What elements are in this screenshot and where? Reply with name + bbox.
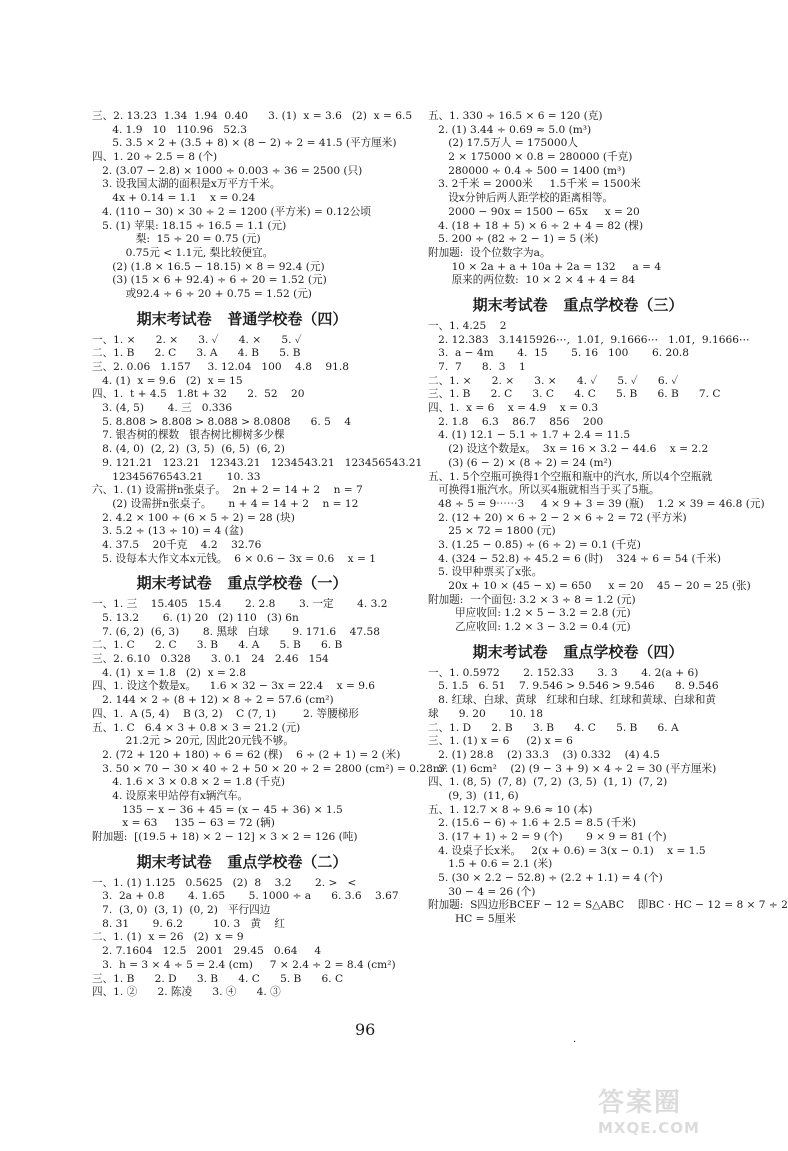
answer-line: 5. 200 ÷ (82 ÷ 2 − 1) = 5 (米) [428, 233, 599, 246]
answer-line: (2) 设需拼n张桌子。 n + 4 = 14 + 2 n = 12 [92, 497, 359, 510]
decorative-dot: · [573, 1037, 577, 1048]
answer-line: 4. (1) x = 1.8 (2) x = 2.8 [92, 666, 247, 679]
answer-line: 三、1. (1) x = 6 (2) x = 6 [428, 735, 573, 748]
answer-line: 5. (1) 苹果: 18.15 ÷ 16.5 = 1.1 (元) [92, 219, 287, 232]
answer-line: 三、2. 6.10 0.328 3. 0.1 24 2.46 154 [92, 653, 329, 666]
answer-line: 三、2. 13.23 1.34 1.94̇ 0.40 3. (1) x = 3.6 (2) x = 6.5 [92, 110, 413, 122]
answer-line: 4. 1.6 × 3 × 0.8 × 2 = 1.8 (千克) [92, 776, 285, 789]
answer-line: 附加题: S四边形BCEF − 12 = S△ABC 即BC · HC − 12 = 8 × 7 ÷ 2 [428, 899, 788, 912]
answer-line: 六、1. (1) 设需拼n张桌子。 2n + 2 = 14 + 2 n = 7 [92, 484, 363, 497]
answer-line: 9. 121.21 123.21 12343.21 1234543.21 123456543.21 [92, 456, 423, 469]
answer-line: (9, 3) (11, 6) [428, 789, 519, 802]
answer-column-left [92, 110, 448, 1000]
answer-line: 可换得1瓶汽水。所以买4瓶就相当于买了5瓶。 [428, 484, 660, 497]
answer-line: 20x + 10 × (45 − x) = 650 x = 20 45 − 20 = 25 (张) [428, 580, 751, 592]
answer-line: 一、1. × 2. × 3. ✓ 4. × 5. ✓ [92, 333, 302, 346]
watermark-text-cn: 答案圈 [598, 1088, 683, 1118]
answer-line: 3. 2a + 0.8 4. 1.65 5. 1000 ÷ a 6. 3.6̇ 3.67 [92, 890, 399, 903]
answer-line: 3. 5.2 ÷ (13 ÷ 10) = 4 (盆) [92, 525, 244, 538]
answer-line: 5. 8.808 > 8.808 > 8.088 > 8.0808 6. 5 4 [92, 415, 352, 428]
answer-line: 一、1. 0.5972 2. 152.33 3. 3 4. 2(a + 6) [428, 666, 699, 679]
answer-column-right [428, 110, 788, 927]
answer-line: 2. (72 + 120 + 180) ÷ 6 = 62 (棵) 6 ÷ (2 + 1) = 2 (米) [92, 748, 401, 761]
section-title: 期末考试卷 重点学校卷（四） [472, 642, 684, 661]
answer-line: 25 × 72 = 1800 (元) [428, 525, 556, 538]
answer-line: 7. (3, 0) (3, 1) (0, 2) 平行四边 [92, 904, 271, 917]
answer-line: 4. (1) 12.1 − 5.1 ÷ 1.7 + 2.4 = 11.5 [428, 429, 631, 442]
answer-line: 四、1. ② 2. 陈凌 3. ④ 4. ③ [92, 986, 281, 999]
answer-line: 附加题: 设个位数字为a。 [428, 246, 551, 259]
answer-line: 2. (3.07 − 2.8) × 1000 ÷ 0.003 ÷ 36 = 2500 (只) [92, 164, 363, 177]
answer-line: 四、1. 设这个数是x。 1.6 × 32 − 3x = 22.4 x = 9.6 [92, 680, 376, 693]
section-title: 期末考试卷 重点学校卷（二） [136, 852, 348, 871]
answer-line: 5. 设每本大作文本x元钱。 6 × 0.6 − 3x = 0.6 x = 1 [92, 552, 377, 565]
answer-line: 一、1. 4.25 2 [428, 319, 507, 332]
answer-line: (2) 设这个数是x。 3x = 16 × 3.2 − 44.6 x = 2.2 [428, 443, 709, 456]
answer-line: 2. 144 × 2 ÷ (8 + 12) × 8 ÷ 2 = 57.6 (cm²) [92, 694, 334, 707]
answer-line: 设x分钟后两人距学校的距离相等。 [428, 192, 614, 205]
answer-line: 48 ÷ 5 = 9⋯⋯3 4 × 9 + 3 = 39 (瓶) 1.2 × 39 = 46.8 (元) [428, 497, 765, 510]
answer-line: 二、1. × 2. × 3. × 4. ✓ 5. ✓ 6. ✓ [428, 374, 679, 387]
answer-line: 二、1. B 2. C 3. A 4. B 5. B [92, 347, 301, 360]
answer-line: 2. (1) 3.44 ÷ 0.69 ≈ 5.0 (m³) [428, 123, 592, 136]
section-title: 期末考试卷 普通学校卷（四） [136, 309, 348, 328]
answer-line: 一、1. 三 15.405 15.4 2. 2.8 3. 一定 4. 3.2 [92, 598, 388, 611]
answer-line: 4. 1.9 10 110.96 52.3 [92, 123, 247, 136]
answer-line: 梨: 15 ÷ 20 = 0.75 (元) [92, 233, 261, 246]
answer-line: 或92.4 ÷ 6 ÷ 20 + 0.75 = 1.52 (元) [92, 287, 312, 300]
answer-line: 五、1. 12.7 × 8 ÷ 9.6 ≈ 10 (本) [428, 803, 593, 816]
answer-line: 乙应收回: 1.2 × 3 − 3.2 = 0.4 (元) [428, 621, 631, 634]
answer-line: 5. 3.5 × 2 + (3.5 + 8) × (8 − 2) ÷ 2 = 41.5 (平方厘米) [92, 137, 397, 150]
answer-line: 五、1. 5个空瓶可换得1个空瓶和瓶中的汽水, 所以4个空瓶就 [428, 470, 713, 483]
answer-line: 3. (1) 6cm² (2) (9 − 3 + 9) × 4 ÷ 2 = 30 (平方厘米) [428, 762, 717, 775]
answer-line: 4. 37.5 20千克 4.2 32.76 [92, 538, 262, 551]
section-title: 期末考试卷 重点学校卷（三） [472, 295, 684, 314]
answer-line: 2. 12.383 3.1415926⋯, 1.01̇, 9.1666⋯ 1.0̇1̇, 9.1666⋯ [428, 333, 750, 346]
answer-line: 3. 设我国太湖的面积是x万平方千米。 [92, 178, 281, 191]
answer-line: 4. (18 + 18 + 5) × 6 ÷ 2 + 4 = 82 (棵) [428, 219, 644, 232]
watermark-logo [598, 1082, 738, 1142]
answer-line: 2. 4.2 × 100 ÷ (6 × 5 ÷ 2) = 28 (块) [92, 511, 295, 524]
answer-line: 8. 31 9. 6.2 10. 3 黄 红 [92, 917, 285, 930]
answer-line: 五、1. 330 ÷ 16.5 × 6 = 120 (克) [428, 110, 603, 122]
answer-line: 3. 2千米 = 2000米 1.5千米 = 1500米 [428, 178, 641, 191]
answer-line: 四、1. t + 4.5 1.8t + 32 2. 52 20 [92, 388, 305, 401]
answer-line: 2. 1.8 6.3 86.7 856 200 [428, 415, 604, 428]
answer-line: 135 − x − 36 + 45 = (x − 45 + 36) × 1.5 [92, 803, 343, 816]
answer-line: 10 × 2a + a + 10a + 2a = 132 a = 4 [428, 260, 662, 273]
answer-line: 5. (30 × 2.2 − 52.8) ÷ (2.2 + 1.1) = 4 (个) [428, 872, 663, 885]
answer-line: 二、1. (1) x = 26 (2) x = 9 [92, 931, 244, 944]
answer-line: 30 − 4 = 26 (个) [428, 885, 536, 898]
section-title: 期末考试卷 重点学校卷（一） [136, 574, 348, 593]
answer-line: 3. (1.25 − 0.85) ÷ (6 ÷ 2) = 0.1 (千克) [428, 538, 641, 551]
answer-line: 8. (4, 0) (2, 2) (3, 5) (6, 5) (6, 2) [92, 443, 285, 456]
answer-line: 三、1. B 2. D 3. B 4. C 5. B 6. C [92, 972, 344, 985]
answer-line: 五、1. C 6.4 × 3 + 0.8 × 3 = 21.2 (元) [92, 721, 301, 734]
answer-line: 2000 − 90x = 1500 − 65x x = 20 [428, 205, 640, 218]
answer-line: 3. a − 4m 4. 15 5. 16 100 6. 20.8 [428, 347, 690, 360]
answer-line: (3) (6 − 2) × (8 ÷ 2) = 24 (m²) [428, 456, 612, 469]
answer-line: (3) (15 × 6 + 92.4) ÷ 6 ÷ 20 = 1.52 (元) [92, 274, 327, 287]
answer-line: 附加题: [(19.5 + 18) × 2 − 12] × 3 × 2 = 126 (吨) [92, 831, 358, 843]
answer-line: 7. 银杏树的棵数 银杏树比柳树多少棵 [92, 429, 285, 442]
answer-line: 2 × 175000 × 0.8 = 280000 (千克) [428, 151, 633, 164]
answer-line: 二、1. D 2. B 3. B 4. C 5. B 6. A [428, 721, 679, 734]
answer-line: 5. 1.5 6. 51 7. 9.546̇ > 9.54̇6̇ > 9.546 8. 9.5̇46̇ [428, 680, 719, 693]
answer-line: 附加题: 一个面包: 3.2 × 3 ÷ 8 = 1.2 (元) [428, 593, 636, 606]
answer-line: 21.2元 > 20元, 因此20元钱不够。 [92, 735, 294, 748]
page-number: 96 [355, 1020, 376, 1039]
watermark-text-en: MXQE.COM [598, 1119, 700, 1137]
answer-line: 二、1. C 2. C 3. B 4. A 5. B 6. B [92, 639, 343, 652]
answer-line: 甲应收回: 1.2 × 5 − 3.2 = 2.8 (元) [428, 607, 631, 620]
answer-line: 5. 13.2 6. (1) 20 (2) 110 (3) 6n [92, 612, 299, 624]
answer-line: 7. 7 8. 3 1 [428, 361, 526, 373]
answer-line: 4. (110 − 30) × 30 ÷ 2 = 1200 (平方米) = 0.12公顷 [92, 205, 371, 218]
answer-line: 8. 红球、白球、黄球 红球和白球、红球和黄球、白球和黄 [428, 694, 716, 707]
answer-line: 12345676543.21 10. 33 [92, 470, 261, 483]
answer-line: 三、1. B 2. C 3. C 4. C 5. B 6. B 7. C [428, 388, 721, 401]
answer-line: 2. (1) 28.8 (2) 33.3 (3) 0.332 (4) 4.5 [428, 748, 660, 761]
answer-line: 4. 设桌子长x米。 2(x + 0.6) = 3(x − 0.1) x = 1.5 [428, 844, 706, 857]
answer-line: 3. h = 3 × 4 ÷ 5 = 2.4 (cm) 7 × 2.4 ÷ 2 = 8.4 (cm²) [92, 958, 396, 971]
answer-line: 5. 设甲种票买了x张。 [428, 566, 543, 579]
answer-line: 四、1. (8, 5) (7, 8) (7, 2) (3, 5) (1, 1) (7, 2) [428, 776, 668, 789]
answer-line: 四、1. A (5, 4) B (3, 2) C (7, 1) 2. 等腰梯形 [92, 707, 359, 720]
answer-line: 3. (4, 5) 4. 三 0.336 [92, 402, 233, 415]
answer-line: 4. (324 − 52.8) ÷ 45.2 = 6 (时) 324 ÷ 6 = 54 (千米) [428, 552, 721, 565]
answer-line: (2) 17.5万人 = 175000人 [428, 137, 578, 150]
answer-line: 2. (12 + 20) × 6 ÷ 2 − 2 × 6 ÷ 2 = 72 (平方米) [428, 511, 687, 524]
answer-line: 7. (6, 2) (6, 3) 8. 黑球 白球 9. 171.6 47.58 [92, 625, 380, 638]
answer-line: 1.5 + 0.6 = 2.1 (米) [428, 858, 553, 871]
answer-line: 原来的两位数: 10 × 2 × 4 + 4 = 84 [428, 274, 636, 287]
answer-line: 四、1. 20 ÷ 2.5 = 8 (个) [92, 151, 218, 164]
answer-line: x = 63 135 − 63 = 72 (辆) [92, 817, 275, 830]
answer-line: 4. (1) x = 9.6 (2) x = 15 [92, 374, 243, 387]
answer-line: 280000 ÷ 0.4 ÷ 500 = 1400 (m³) [428, 164, 626, 177]
answer-line: 0.75元 < 1.1元, 梨比较便宜。 [92, 246, 274, 259]
answer-line: 4. 设原来甲站停有x辆汽车。 [92, 789, 249, 802]
answer-line: 4x + 0.14 = 1.1 x = 0.24 [92, 192, 256, 205]
answer-line: 球 9. 20 10. 18 [428, 707, 544, 720]
answer-line: 3. (17 + 1) ÷ 2 = 9 (个) 9 × 9 = 81 (个) [428, 831, 667, 843]
answer-line: 一、1. (1) 1.125 0.5625 (2) 8 3.2 2. > < [92, 876, 357, 889]
answer-line: 三、2. 0.06 1.157 3. 12.04 100 4.8 91.8 [92, 361, 350, 373]
answer-line: 2. 7.1604 12.5 2001 29.45 0.64 4 [92, 945, 322, 958]
answer-line: 3. 50 × 70 − 30 × 40 ÷ 2 + 50 × 20 ÷ 2 = 2800 (cm²) = 0.28m² [92, 762, 448, 775]
answer-line: HC = 5厘米 [428, 913, 516, 926]
answer-line: 2. (15.6 − 6) ÷ 1.6 + 2.5 = 8.5 (千米) [428, 817, 636, 830]
answer-line: (2) (1.8 × 16.5 − 18.15) × 8 = 92.4 (元) [92, 260, 325, 273]
answer-line: 四、1. x = 6 x = 4.9 x = 0.3 [428, 402, 599, 415]
